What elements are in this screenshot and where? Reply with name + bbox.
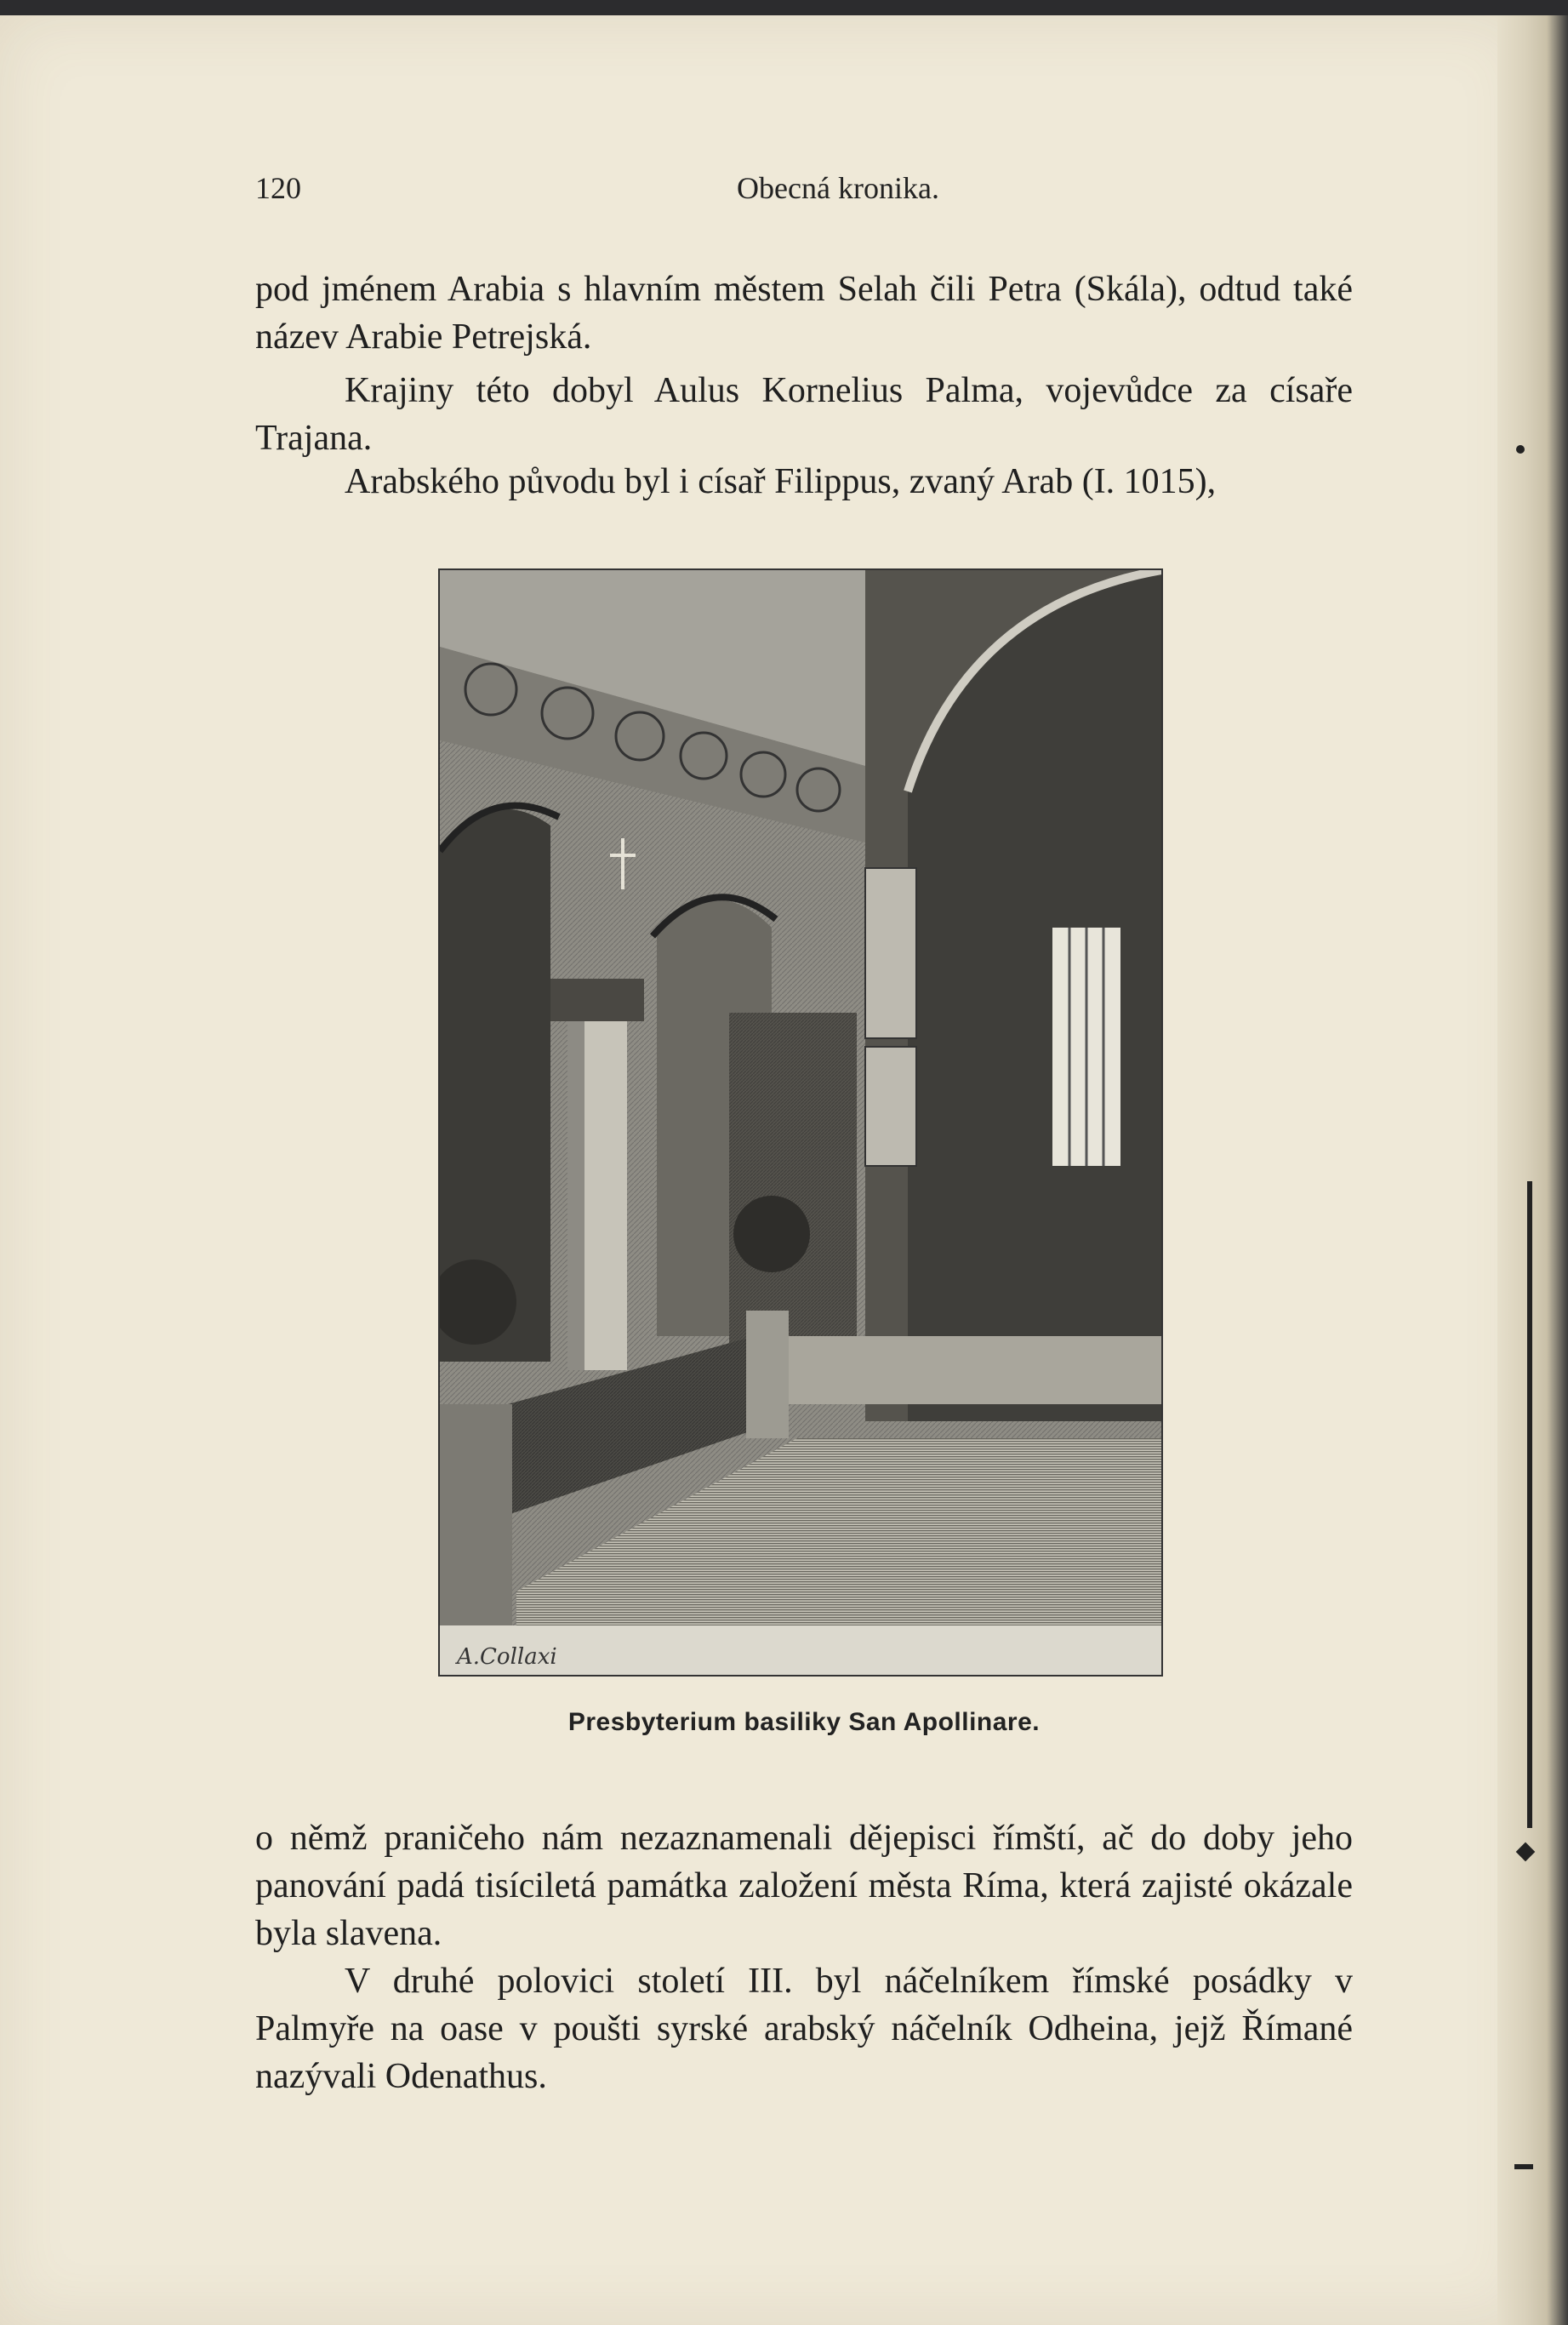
paragraph-4: o němž praničeho nám nezaznamenali dějepisci římští, ač do doby jeho panování padá tisíciletá památka založení města Ríma, která zajisté okázale byla slavena.	[255, 1819, 1353, 1953]
page-edge	[1497, 15, 1568, 2325]
engraving-illustration	[438, 568, 1163, 1677]
paragraph-5: V druhé polovici století III. byl náčelníkem římské posádky v Palmyře na oase v poušti syrské arabský náčelník Odheina, jejž Římané nazývali Odenathus.	[255, 1962, 1353, 2096]
page-edge-mark	[1516, 445, 1525, 454]
page-number: 120	[255, 171, 301, 205]
page-header	[255, 170, 1353, 221]
paragraph-1: pod jménem Arabia s hlavním městem Selah čili Petra (Skála), odtud také název Arabie Petrejská.	[255, 270, 1353, 357]
paragraph-3: Arabského původu byl i císař Filippus, zvaný Arab (I. 1015),	[345, 462, 1217, 501]
basilica-engraving	[440, 570, 1161, 1675]
engraver-signature: A.Collaxi	[457, 1644, 557, 1670]
page-edge-mark	[1514, 2164, 1533, 2169]
paragraph-2: Krajiny této dobyl Aulus Kornelius Palma, vojevůdce za císaře Trajana.	[255, 371, 1353, 458]
running-title: Obecná kronika.	[737, 171, 939, 205]
illustration-caption: Presbyterium basiliky San Apollinare.	[567, 1708, 1041, 1736]
page-edge-mark	[1527, 1181, 1532, 1828]
page-edge-mark	[1516, 1842, 1536, 1862]
